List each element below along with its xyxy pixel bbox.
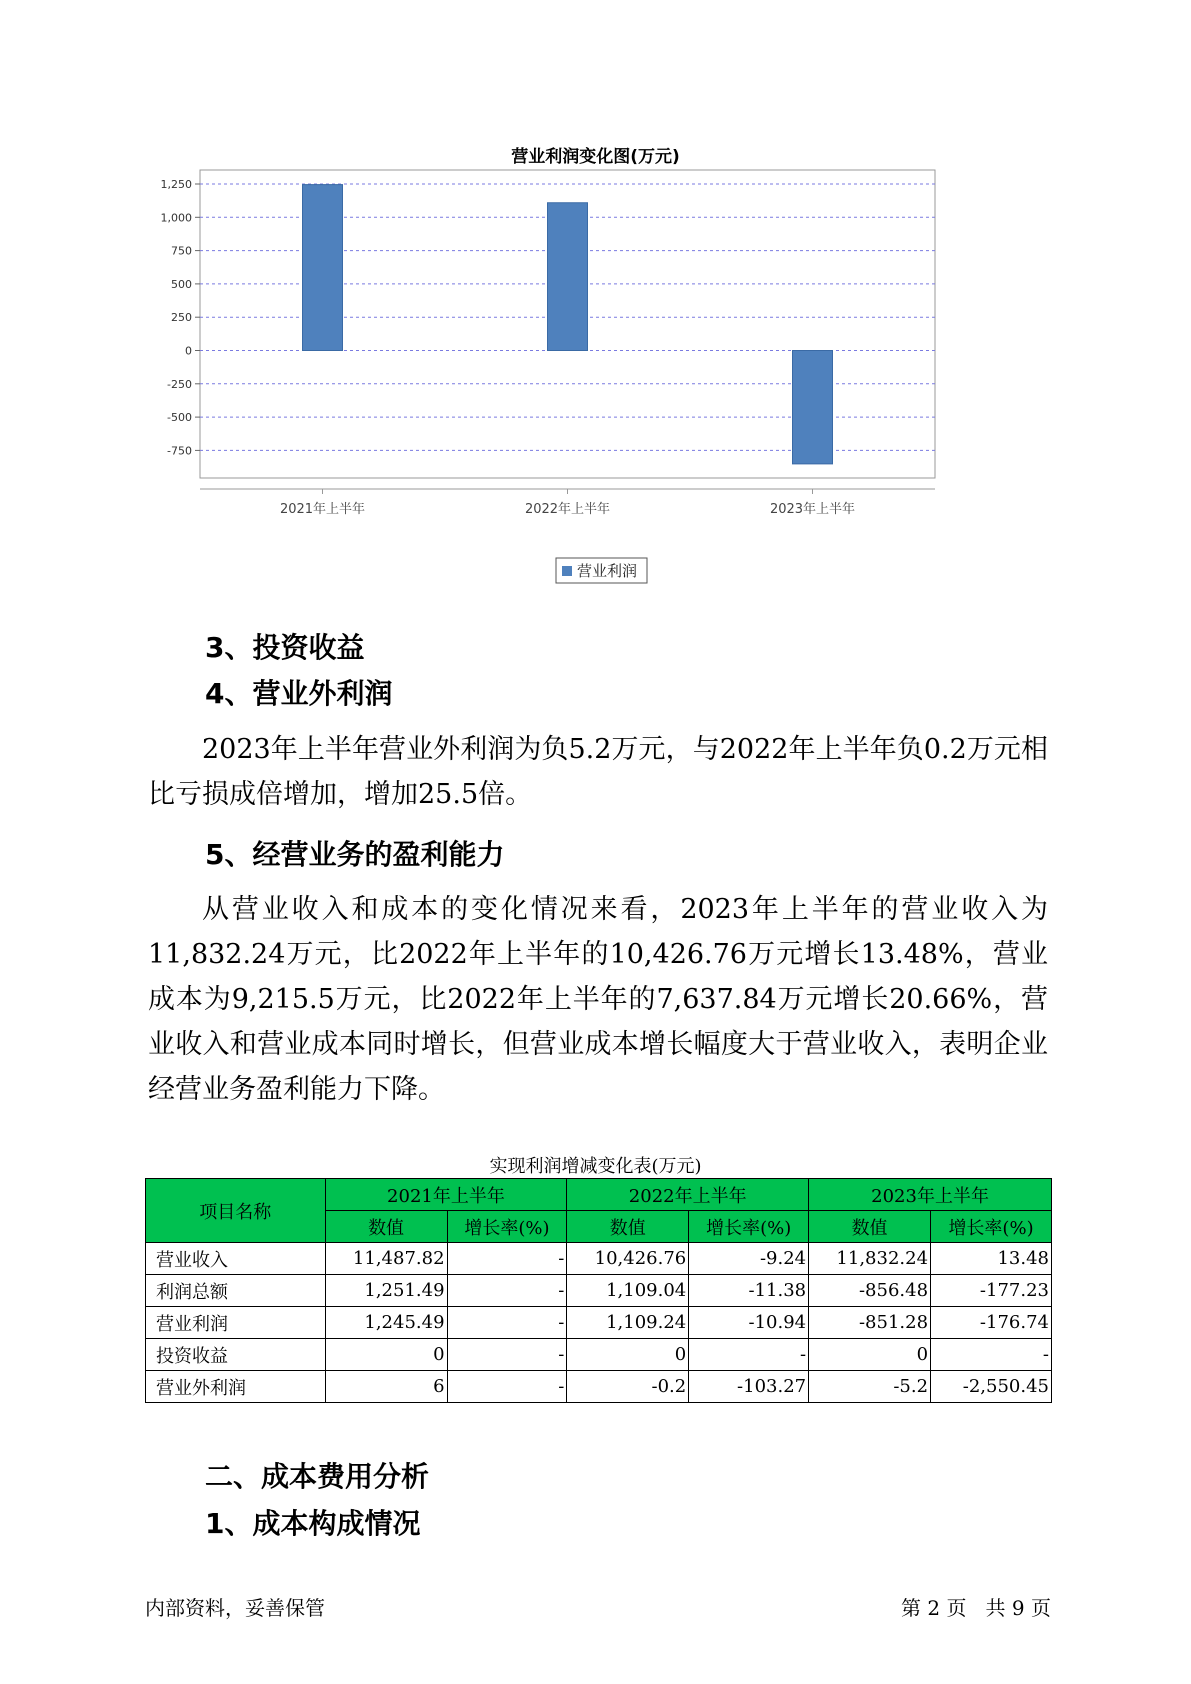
y-tick-label: 750	[171, 244, 192, 258]
x-tick-label: 2022年上半年	[524, 502, 611, 517]
header-item-name: 项目名称	[146, 1179, 326, 1243]
cell-growth: 13.48	[931, 1243, 1052, 1275]
paragraph-text: 从营业收入和成本的变化情况来看，2023年上半年的营业收入为11,832.24万元，比2022年上半年的10,426.76万元增长13.48%，营业成本为9,215.5万元，比2022年上半年的7,637.84万元增长20.66%，营业收入和营业成本同时增长，但营业成本增长幅度大于营业收入，表明企业经营业务盈利能力下降。	[148, 894, 1048, 1105]
paragraph-text: 2023年上半年营业外利润为负5.2万元，与2022年上半年负0.2万元相比亏损成倍增加，增加25.5倍。	[148, 734, 1048, 810]
cell-value: -851.28	[809, 1307, 931, 1339]
footer-page-number: 第 2 页 共 9 页	[901, 1596, 1051, 1620]
header-value: 数值	[325, 1211, 447, 1243]
cell-growth: -2,550.45	[931, 1371, 1052, 1403]
table-row	[146, 1275, 1052, 1307]
x-tick-label: 2023年上半年	[769, 502, 856, 517]
paragraph-non-operating-profit	[148, 727, 1048, 817]
y-tick-label: 250	[171, 311, 192, 325]
cell-value: 1,245.49	[325, 1307, 447, 1339]
header-growth: 增长率(%)	[689, 1211, 809, 1243]
heading-cost-analysis: 二、成本费用分析	[205, 1460, 430, 1493]
cell-growth: -11.38	[689, 1275, 809, 1307]
header-growth: 增长率(%)	[447, 1211, 567, 1243]
cell-growth: -	[447, 1307, 567, 1339]
row-name: 营业外利润	[146, 1371, 326, 1403]
cell-value: -5.2	[809, 1371, 931, 1403]
table-row	[146, 1243, 1052, 1275]
cell-value: 0	[325, 1339, 447, 1371]
cell-growth: -	[447, 1339, 567, 1371]
cell-value: 11,832.24	[809, 1243, 931, 1275]
header-value: 数值	[809, 1211, 931, 1243]
table-row	[146, 1371, 1052, 1403]
cell-growth: -103.27	[689, 1371, 809, 1403]
header-growth: 增长率(%)	[931, 1211, 1052, 1243]
cell-growth: -10.94	[689, 1307, 809, 1339]
header-period: 2022年上半年	[567, 1179, 809, 1211]
heading-non-operating-profit: 4、营业外利润	[205, 677, 393, 710]
heading-profitability: 5、经营业务的盈利能力	[205, 838, 505, 871]
bar-operating-profit	[548, 203, 588, 351]
cell-value: 1,251.49	[325, 1275, 447, 1307]
y-tick-label: -500	[167, 411, 192, 425]
bar-operating-profit	[793, 351, 833, 464]
cell-growth: -	[447, 1371, 567, 1403]
cell-growth: -	[931, 1339, 1052, 1371]
operating-profit-bar-chart	[0, 0, 1191, 600]
cell-value: -0.2	[567, 1371, 689, 1403]
row-name: 利润总额	[146, 1275, 326, 1307]
cell-growth: -9.24	[689, 1243, 809, 1275]
table-body	[146, 1243, 1052, 1403]
y-tick-label: 0	[185, 344, 192, 358]
profit-change-table	[145, 1178, 1052, 1403]
row-name: 投资收益	[146, 1339, 326, 1371]
cell-value: 11,487.82	[325, 1243, 447, 1275]
cell-value: 0	[567, 1339, 689, 1371]
header-value: 数值	[567, 1211, 689, 1243]
y-tick-label: 500	[171, 277, 192, 291]
cell-value: 1,109.24	[567, 1307, 689, 1339]
y-tick-label: -250	[167, 377, 192, 391]
cell-growth: -	[447, 1243, 567, 1275]
footer-confidential-note: 内部资料，妥善保管	[145, 1596, 325, 1620]
chart-title: 营业利润变化图(万元)	[511, 147, 680, 167]
table-row	[146, 1307, 1052, 1339]
y-tick-label: -750	[167, 444, 192, 458]
cell-value: 1,109.04	[567, 1275, 689, 1307]
y-tick-label: 1,000	[160, 211, 192, 225]
cell-growth: -176.74	[931, 1307, 1052, 1339]
table-title: 实现利润增减变化表(万元)	[489, 1156, 702, 1177]
cell-growth: -	[689, 1339, 809, 1371]
bar-operating-profit	[303, 185, 343, 351]
cell-value: 10,426.76	[567, 1243, 689, 1275]
x-tick-label: 2021年上半年	[279, 502, 366, 517]
table-row	[146, 1339, 1052, 1371]
cell-growth: -	[447, 1275, 567, 1307]
y-tick-label: 1,250	[160, 178, 192, 191]
cell-value: 0	[809, 1339, 931, 1371]
cell-value: -856.48	[809, 1275, 931, 1307]
header-period: 2023年上半年	[809, 1179, 1052, 1211]
legend-label: 营业利润	[577, 562, 638, 580]
legend-swatch	[562, 566, 572, 576]
heading-investment-income: 3、投资收益	[205, 631, 365, 664]
heading-cost-structure: 1、成本构成情况	[205, 1507, 421, 1540]
cell-value: 6	[325, 1371, 447, 1403]
row-name: 营业利润	[146, 1307, 326, 1339]
row-name: 营业收入	[146, 1243, 326, 1275]
cell-growth: -177.23	[931, 1275, 1052, 1307]
header-period: 2021年上半年	[325, 1179, 567, 1211]
paragraph-profitability	[148, 887, 1048, 1112]
